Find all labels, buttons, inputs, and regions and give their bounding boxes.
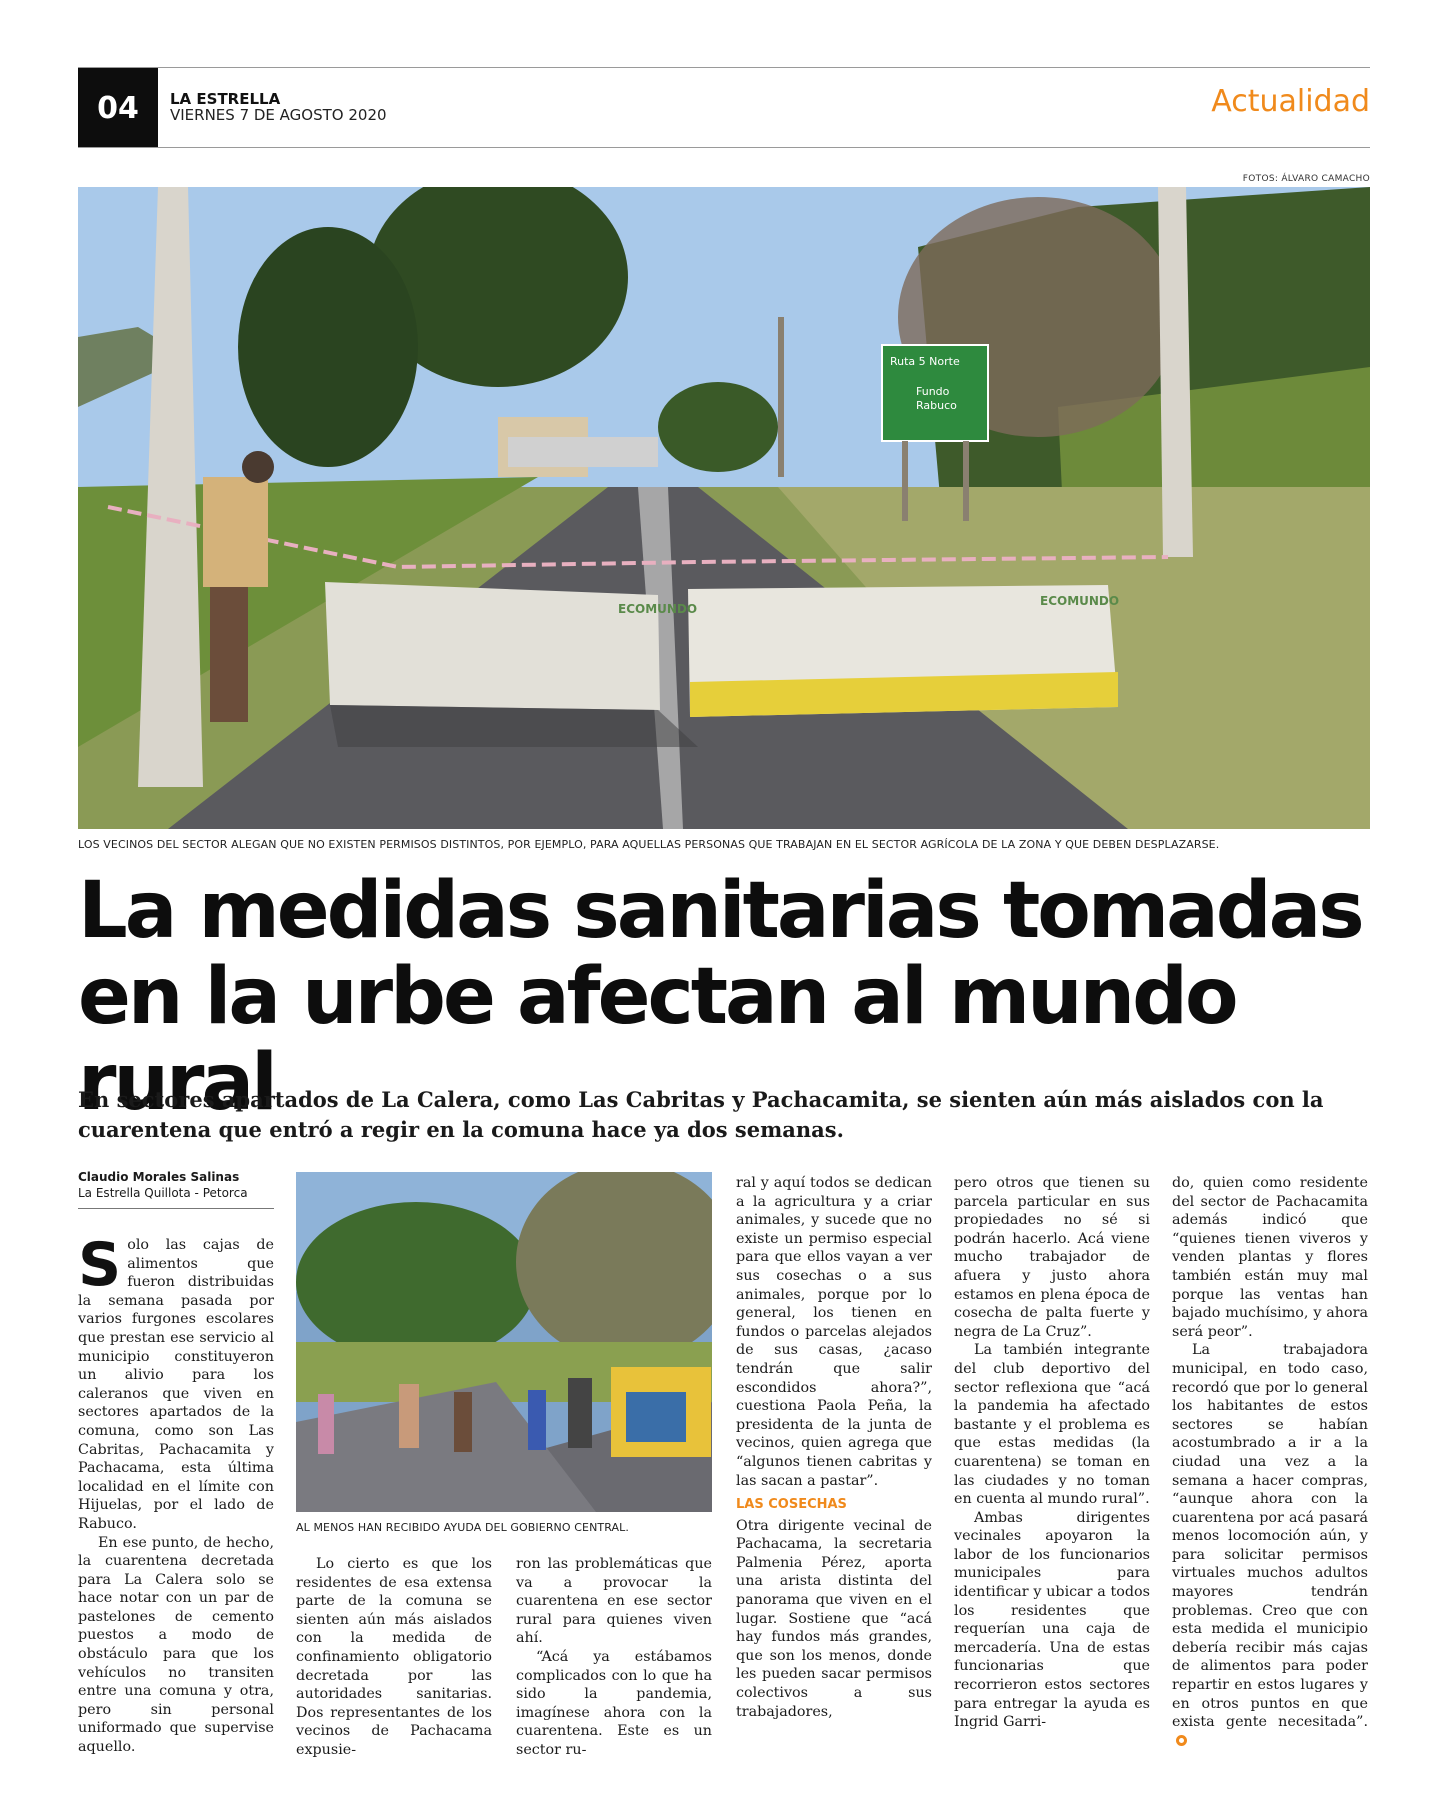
sign-text-2: Fundo	[916, 385, 950, 398]
page-number: 04	[78, 68, 158, 148]
header-top-rule	[78, 67, 1370, 68]
col5-paragraph-2: La también integrante del club deportivo del sector reflexiona que “acá la pandemia ha afectado bastante y el problema es que estas medidas (la cuarentena) se toman en las ciudades y no toman en cuenta al mundo rural”.	[954, 1342, 1150, 1508]
barrier-text-right: ECOMUNDO	[1040, 594, 1120, 608]
main-photo-caption: LOS VECINOS DEL SECTOR ALEGAN QUE NO EXISTEN PERMISOS DISTINTOS, POR EJEMPLO, PARA AQUELLAS PERSONAS QUE TRABAJAN EN EL SECTOR AGRÍCOLA DE LA ZONA Y QUE DEBEN DESPLAZARSE.	[78, 838, 1220, 851]
road-barrier-illustration	[78, 187, 1370, 829]
col3-bottom-paragraph-2: “Acá ya estábamos complicados con lo que ha sido la pandemia, imagínese ahora con la cuarentena. Este es un sector ru-	[516, 1648, 712, 1758]
body-column-5	[954, 1174, 1150, 1732]
col4-paragraph-1: Otra dirigente vecinal de Pachacama, la secretaria Palmenia Pérez, aporta una arista distinta del panorama que viven en el lugar. Sostiene que “acá hay fundos más grandes, que son los menos, donde les pueden sacar permisos colectivos a sus trabajadores,	[736, 1517, 932, 1720]
headline-line-2: en la urbe afectan al mundo rural	[78, 952, 1236, 1128]
headline-line-1: La medidas sanitarias tomadas	[78, 866, 1362, 956]
byline-rule	[78, 1208, 274, 1209]
sign-text-3: Rabuco	[916, 399, 957, 412]
body-column-3-bottom	[516, 1555, 712, 1760]
masthead	[170, 92, 387, 124]
byline	[78, 1169, 274, 1201]
end-mark-icon	[1176, 1735, 1187, 1746]
sign-text-1: Ruta 5 Norte	[890, 355, 960, 368]
section-label: Actualidad	[1211, 84, 1370, 119]
body-column-4	[736, 1174, 932, 1721]
subhead-las-cosechas: LAS COSECHAS	[736, 1497, 847, 1513]
col1-paragraph-2: En ese punto, de hecho, la cuarentena decretada para La Calera solo se hace notar con un par de pastelones de cemento puestos a modo de obstáculo para que los vehículos no transiten entre una comuna y otra, pero sin personal uniformado que supervise aquello.	[78, 1534, 274, 1756]
body-column-2	[296, 1555, 492, 1760]
col2-paragraph-1: Lo cierto es que los residentes de esa extensa parte de la comuna se sienten aún más aislados con la medida de confinamiento obligatorio decretada por las autoridades sanitarias. Dos representantes de los vecinos de Pachacama expusie-	[296, 1556, 492, 1758]
newspaper-name: LA ESTRELLA	[170, 90, 281, 108]
col6-paragraph-1: do, quien como residente del sector de Pachacamita además indicó que “quienes tienen viveros y venden plantas y flores también están muy mal porque las ventas han bajado muchísimo, y ahora será peor”.	[1172, 1175, 1368, 1340]
deck: En sectores apartados de La Calera, como Las Cabritas y Pachacamita, se sienten aún más aislados con la cuarentena que entró a regir en la comuna hace ya dos semanas.	[78, 1087, 1324, 1142]
residents-illustration	[296, 1172, 712, 1512]
issue-date: VIERNES 7 DE AGOSTO 2020	[170, 105, 387, 124]
secondary-photo	[296, 1172, 712, 1512]
photo-credit: FOTOS: ÁLVARO CAMACHO	[1242, 174, 1370, 184]
barrier-text-left: ECOMUNDO	[618, 602, 698, 616]
col5-paragraph-1: pero otros que tienen su parcela particular en sus propiedades no sé si podrán hacerlo. Acá viene mucho trabajador de afuera y justo ahora estamos en plena época de cosecha de palta fuerte y negra de La Cruz”.	[954, 1175, 1150, 1340]
body-column-1	[78, 1230, 274, 1757]
main-photo	[78, 187, 1370, 829]
body-column-6	[1172, 1174, 1368, 1750]
col5-paragraph-3: Ambas dirigentes vecinales apoyaron la labor de los funcionarios municipales para identificar y ubicar a todos los residentes que requerían una caja de mercadería. Una de estas funcionarias que recorrieron estos sectores para entregar la ayuda es Ingrid Garri-	[954, 1509, 1150, 1731]
col3-bottom-paragraph-1: ron las problemáticas que va a provocar la cuarentena en ese sector rural para quienes viven ahí.	[516, 1556, 712, 1647]
header-bottom-rule	[78, 147, 1370, 148]
col4-paragraph-top: ral y aquí todos se dedican a la agricultura y a criar animales, y sucede que no existe un permiso especial para que ellos vayan a ver sus cosechas o a sus animales, porque por lo general, los tienen en fundos o parcelas alejados de sus casas, ¿acaso tendrán que salir escondidos ahora?”, cuestiona Paola Peña, la presidenta de la junta de vecinos, quien agrega que “algunos tienen cabritas y las sacan a pastar”.	[736, 1175, 932, 1489]
byline-outlet: La Estrella Quillota - Petorca	[78, 1186, 248, 1200]
col1-paragraph-1: olo las cajas de alimentos que fueron distribuidas la semana pasada por varios furgones escolares que prestan ese servicio al municipio constituyeron un alivio para los caleranos que viven en sectores apartados de la comuna, como son Las Cabritas, Pachacamita y Pachacama, esta última localidad en el límite con Hijuelas, por el lado de Rabuco.	[78, 1237, 274, 1532]
dropcap: S	[78, 1230, 122, 1300]
secondary-photo-caption: AL MENOS HAN RECIBIDO AYUDA DEL GOBIERNO CENTRAL.	[296, 1521, 629, 1534]
byline-author: Claudio Morales Salinas	[78, 1170, 240, 1184]
col6-paragraph-2: La trabajadora municipal, en todo caso, recordó que por lo general los habitantes de estos sectores se habían acostumbrado a ir a la ciudad una vez a la semana a hacer compras, “aunque ahora con la cuarentena por acá pasará menos locomoción aún, y para solicitar permisos virtuales muchos adultos mayores tendrán problemas. Creo que con esta medida el municipio debería recibir más cajas de alimentos para poder repartir en estos lugares y en otros puntos en que exista gente necesitada”.	[1172, 1342, 1368, 1731]
